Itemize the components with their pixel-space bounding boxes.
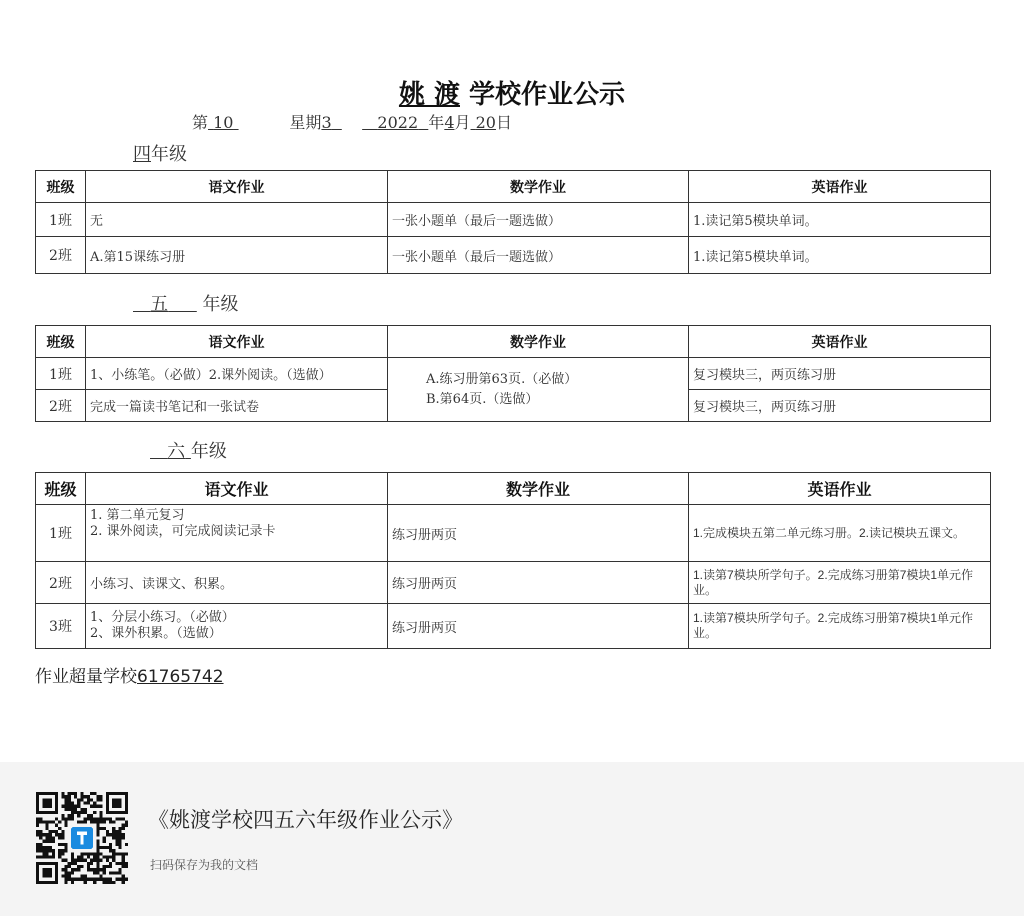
grade4-name: 四 xyxy=(133,144,151,165)
class-cell: 2班 xyxy=(36,562,86,604)
math-cell: 一张小题单（最后一题选做） xyxy=(388,237,689,274)
page-title xyxy=(0,74,1024,111)
col-header-english: 英语作业 xyxy=(689,171,991,203)
class-cell: 1班 xyxy=(36,358,86,390)
col-header-chinese: 语文作业 xyxy=(86,473,388,505)
english-cell: 复习模块三，两页练习册 xyxy=(689,358,991,390)
overload-report-note xyxy=(35,662,224,687)
class-cell: 1班 xyxy=(36,505,86,562)
col-header-class: 班级 xyxy=(36,171,86,203)
grade5-label: 年级 xyxy=(202,294,239,315)
chinese-cell xyxy=(86,505,388,562)
english-cell: 1.读第7模块所学句子。2.完成练习册第7模块1单元作业。 xyxy=(689,604,991,649)
weekday-label: 星期 xyxy=(289,113,322,132)
english-cell: 1.完成模块五第二单元练习册。2.读记模块五课文。 xyxy=(689,505,991,562)
english-cell: 1.读记第5模块单词。 xyxy=(689,203,991,237)
english-cell: 1.读第7模块所学句子。2.完成练习册第7模块1单元作业。 xyxy=(689,562,991,604)
table-header-row xyxy=(36,326,991,358)
date-line xyxy=(192,110,512,133)
note-text: 作业超量学校 xyxy=(35,667,137,687)
grade4-table xyxy=(35,170,991,274)
grade6-name: 六 xyxy=(167,441,186,462)
title-suffix: 学校作业公示 xyxy=(460,80,626,110)
chinese-cell: A.第15课练习册 xyxy=(86,237,388,274)
col-header-class: 班级 xyxy=(36,326,86,358)
save-hint: 扫码保存为我的文档 xyxy=(150,858,259,872)
week-value: 10 xyxy=(213,113,234,132)
math-cell: 一张小题单（最后一题选做） xyxy=(388,203,689,237)
chinese-cell: 无 xyxy=(86,203,388,237)
chinese-line: 2、课外积累。（选做） xyxy=(90,626,222,641)
grade6-label: 年级 xyxy=(190,441,227,462)
col-header-english: 英语作业 xyxy=(689,473,991,505)
chinese-line: 1、分层小练习。（必做） xyxy=(90,610,235,625)
col-header-math: 数学作业 xyxy=(388,473,689,505)
grade4-heading xyxy=(133,140,187,166)
table-row xyxy=(36,562,991,604)
school-name: 姚 渡 xyxy=(398,80,460,110)
chinese-line: 1. 第二单元复习 xyxy=(90,508,185,523)
chinese-cell xyxy=(86,604,388,649)
grade5-heading xyxy=(133,290,239,316)
col-header-math: 数学作业 xyxy=(388,171,689,203)
chinese-line: 2. 课外阅读，可完成阅读记录卡 xyxy=(90,524,276,539)
class-cell: 2班 xyxy=(36,390,86,422)
table-header-row xyxy=(36,171,991,203)
grade5-table xyxy=(35,325,991,422)
week-label: 第 xyxy=(192,113,209,132)
day-value: 20 xyxy=(475,113,496,132)
document-title: 《姚渡学校四五六年级作业公示》 xyxy=(148,808,463,832)
month-label: 月 xyxy=(454,113,471,132)
col-header-english: 英语作业 xyxy=(689,326,991,358)
col-header-class: 班级 xyxy=(36,473,86,505)
math-line: B.第64页.（选做） xyxy=(426,391,539,407)
table-header-row xyxy=(36,473,991,505)
day-label: 日 xyxy=(495,113,512,132)
chinese-cell: 完成一篇读书笔记和一张试卷 xyxy=(86,390,388,422)
year-value: 2022 xyxy=(377,113,419,132)
table-row xyxy=(36,237,991,274)
grade5-name: 五 xyxy=(150,294,169,315)
class-cell: 1班 xyxy=(36,203,86,237)
phone-number: 61765742 xyxy=(137,667,224,687)
math-cell: 练习册两页 xyxy=(388,505,689,562)
col-header-chinese: 语文作业 xyxy=(86,171,388,203)
english-cell: 1.读记第5模块单词。 xyxy=(689,237,991,274)
col-header-chinese: 语文作业 xyxy=(86,326,388,358)
table-row xyxy=(36,604,991,649)
table-row xyxy=(36,203,991,237)
year-label: 年 xyxy=(428,113,445,132)
month-value: 4 xyxy=(444,113,455,132)
col-header-math: 数学作业 xyxy=(388,326,689,358)
english-cell: 复习模块三，两页练习册 xyxy=(689,390,991,422)
table-row xyxy=(36,358,991,390)
grade6-table xyxy=(35,472,991,649)
grade6-heading xyxy=(150,437,227,463)
class-cell: 3班 xyxy=(36,604,86,649)
math-line: A.练习册第63页.（必做） xyxy=(426,371,578,387)
math-cell: 练习册两页 xyxy=(388,562,689,604)
class-cell: 2班 xyxy=(36,237,86,274)
table-row xyxy=(36,505,991,562)
grade4-label: 年级 xyxy=(151,144,187,165)
chinese-cell: 小练习、读课文、积累。 xyxy=(86,562,388,604)
math-cell: 练习册两页 xyxy=(388,604,689,649)
qr-code-icon[interactable] xyxy=(36,792,128,884)
math-cell xyxy=(388,358,689,422)
weekday-value: 3 xyxy=(321,113,332,132)
chinese-cell: 1、小练笔。（必做）2.课外阅读。（选做） xyxy=(86,358,388,390)
save-doc-banner[interactable] xyxy=(0,762,1024,916)
